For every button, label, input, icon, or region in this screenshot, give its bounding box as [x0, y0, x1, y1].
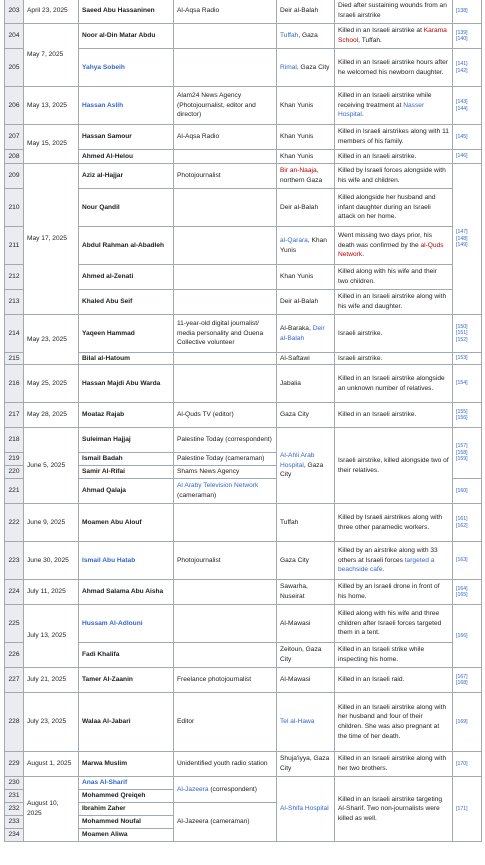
reference-link[interactable]: [150] [151] [152]	[453, 315, 482, 353]
affiliation-cell: 11-year-old digital journalist/ media personality and Ouena Collective volunteer	[174, 315, 277, 353]
reference-link[interactable]: [157] [158] [159]	[453, 428, 482, 479]
date-cell: May 17, 2025	[24, 164, 79, 315]
table-row	[5, 605, 482, 643]
reference-link[interactable]: [141] [142]	[453, 49, 482, 87]
table-row	[5, 693, 482, 752]
affiliation-cell	[174, 227, 277, 265]
row-number: 212	[5, 265, 24, 290]
affiliation-cell: Palestine Today (cameraman)	[174, 453, 277, 466]
affiliation-cell: Al-Jazeera (correspondent)	[174, 777, 277, 803]
location-cell: Gaza City	[277, 403, 335, 428]
name-cell: Tamer Al-Zaanin	[79, 668, 174, 693]
location-link[interactable]: al-Qarara	[280, 236, 308, 244]
reference-link[interactable]: [147] [148] [149]	[453, 164, 482, 315]
row-number: 233	[5, 816, 24, 829]
date-cell: May 28, 2025	[24, 403, 79, 428]
row-number: 226	[5, 643, 24, 668]
row-number: 205	[5, 49, 24, 87]
location-cell: Al-Mawasi	[277, 605, 335, 643]
affiliation-cell: Al-Quds TV (editor)	[174, 403, 277, 428]
table-row	[5, 164, 482, 189]
description-cell: Killed in an Israeli strike while inspecting his home.	[335, 643, 453, 668]
name-cell: Ahmed Al-Helou	[79, 150, 174, 164]
location-cell: Shuja'iyya, Gaza City	[277, 752, 335, 777]
description-cell: Killed alongside her husband and infant daughter during an Israeli attack on her home.	[335, 189, 453, 227]
reference-link[interactable]: [171]	[453, 777, 482, 842]
description-cell: Killed in an Israeli airstrike along with her husband and four of their children. She was also pregnant at the time of her death.	[335, 693, 453, 752]
affiliation-link[interactable]: Al Araby Television Network	[177, 482, 259, 490]
reference-link[interactable]: [143] [144]	[453, 87, 482, 125]
name-cell: Mohammed Qreiqeh	[79, 790, 174, 803]
reference-link[interactable]: [169]	[453, 693, 482, 752]
reference-link[interactable]: [170]	[453, 752, 482, 777]
description-cell: Israeli airstrike.	[335, 315, 453, 353]
reference-link[interactable]: [166]	[453, 605, 482, 668]
location-cell: Khan Yunis	[277, 125, 335, 150]
table-row	[5, 752, 482, 777]
location-link[interactable]: Bir an-Naaja	[280, 167, 317, 175]
row-number: 218	[5, 428, 24, 453]
affiliation-cell: Photojournalist	[174, 542, 277, 580]
description-link[interactable]: Nasser Hospital	[338, 101, 425, 119]
description-link[interactable]: targeted a beachside cafe	[338, 556, 435, 574]
affiliation-cell: Al-Aqsa Radio	[174, 125, 277, 150]
row-number: 214	[5, 315, 24, 353]
location-cell: Bir an-Naaja, northern Gaza	[277, 164, 335, 189]
row-number: 203	[5, 0, 24, 24]
location-cell: Tuffah, Gaza	[277, 24, 335, 49]
location-cell: Khan Yunis	[277, 265, 335, 290]
name-cell: Walaa Al-Jabari	[79, 693, 174, 752]
table-row	[5, 580, 482, 605]
date-cell: June 30, 2025	[24, 542, 79, 580]
table-row	[5, 403, 482, 428]
row-number: 223	[5, 542, 24, 580]
affiliation-cell: Alam24 News Agency (Photojournalist, editor and director)	[174, 87, 277, 125]
row-number: 210	[5, 189, 24, 227]
row-number: 220	[5, 466, 24, 479]
affiliation-cell: Palestine Today (correspondent)	[174, 428, 277, 453]
location-link[interactable]: Al-Shifa Hospital	[280, 805, 329, 813]
affiliation-cell	[174, 504, 277, 542]
date-cell: June 9, 2025	[24, 504, 79, 542]
description-cell: Killed by Israeli airstrikes along with three other paramedic workers.	[335, 504, 453, 542]
description-cell: Killed along with his wife and three children after Israeli forces targeted them in a tent.	[335, 605, 453, 643]
affiliation-cell: Photojournalist	[174, 164, 277, 189]
name-cell: Ismail Badah	[79, 453, 174, 466]
name-cell: Nour Qandil	[79, 189, 174, 227]
location-cell: Khan Yunis	[277, 150, 335, 164]
location-cell: Tuffah	[277, 504, 335, 542]
description-cell: Killed along with his wife and their two children.	[335, 265, 453, 290]
description-cell: Killed in an Israeli raid.	[335, 668, 453, 693]
reference-link[interactable]: [160]	[453, 479, 482, 504]
row-number: 209	[5, 164, 24, 189]
row-number: 211	[5, 227, 24, 265]
description-cell: Israeli airstrike, killed alongside two of their relatives.	[335, 428, 453, 504]
description-cell: Killed in an Israeli airstrike hours after he welcomed his newborn daughter.	[335, 49, 453, 87]
affiliation-cell	[174, 353, 277, 365]
row-number: 216	[5, 365, 24, 403]
name-cell: Ibrahim Zaher	[79, 803, 174, 816]
description-cell: Killed in an Israeli airstrike.	[335, 403, 453, 428]
date-cell: July 21, 2025	[24, 668, 79, 693]
name-cell: Moamen Aliwa	[79, 829, 174, 842]
reference-link[interactable]: [167] [168]	[453, 668, 482, 693]
location-cell	[277, 777, 335, 842]
name-cell: Moataz Rajab	[79, 403, 174, 428]
description-cell: Israeli airstrike.	[335, 353, 453, 365]
location-cell: al-Qarara, Khan Yunis	[277, 227, 335, 265]
name-cell: Ahmad Qalaja	[79, 479, 174, 504]
name-cell: Aziz al-Hajjar	[79, 164, 174, 189]
affiliation-cell: Shams News Agency	[174, 466, 277, 479]
description-cell: Killed by an airstrike along with 33 others at Israeli forces targeted a beachside cafe.	[335, 542, 453, 580]
affiliation-cell: Al-Jazeera (cameraman)	[174, 803, 277, 842]
name-cell: Mohammed Noufal	[79, 816, 174, 829]
row-number: 219	[5, 453, 24, 466]
date-cell: April 23, 2025	[24, 0, 79, 24]
affiliation-cell: Unidentified youth radio station	[174, 752, 277, 777]
location-cell: Al-Saftawi	[277, 353, 335, 365]
reference-link[interactable]: [155] [156]	[453, 403, 482, 428]
table-row	[5, 504, 482, 542]
row-number: 228	[5, 693, 24, 752]
date-cell: May 13, 2025	[24, 87, 79, 125]
row-number: 215	[5, 353, 24, 365]
location-cell: Gaza City	[277, 542, 335, 580]
row-number: 224	[5, 580, 24, 605]
date-cell: May 15, 2025	[24, 125, 79, 164]
table-row	[5, 668, 482, 693]
location-cell: Khan Yunis	[277, 87, 335, 125]
affiliation-cell	[174, 605, 277, 643]
row-number: 234	[5, 829, 24, 842]
reference-link[interactable]: [163]	[453, 542, 482, 580]
name-cell: Samir Al-Rifai	[79, 466, 174, 479]
row-number: 227	[5, 668, 24, 693]
location-cell: Deir al-Balah	[277, 0, 335, 24]
date-cell: May 7, 2025	[24, 24, 79, 87]
affiliation-cell	[174, 643, 277, 668]
row-number: 225	[5, 605, 24, 643]
table-row	[5, 125, 482, 150]
description-cell: Killed by Israeli forces alongside with his wife and children.	[335, 164, 453, 189]
location-cell: Al-Mawasi	[277, 668, 335, 693]
name-cell: Abdul Rahman al-Abadleh	[79, 227, 174, 265]
table-row	[5, 542, 482, 580]
name-cell: Khaled Abu Seif	[79, 290, 174, 315]
affiliation-link[interactable]: Al-Jazeera	[177, 785, 209, 793]
location-cell: Sawarha, Nuseirat	[277, 580, 335, 605]
date-cell: May 25, 2025	[24, 365, 79, 403]
location-link[interactable]: Tuffah	[280, 32, 299, 40]
table-row	[5, 365, 482, 403]
description-link[interactable]: Karama School	[338, 27, 447, 44]
description-link[interactable]: al-Quds Network	[338, 241, 444, 259]
date-cell: July 11, 2025	[24, 580, 79, 605]
location-cell: Deir al-Balah	[277, 290, 335, 315]
location-cell: Rimal, Gaza City	[277, 49, 335, 87]
affiliation-cell	[174, 580, 277, 605]
description-cell: Killed in an Israeli airstrike along with her two brothers.	[335, 752, 453, 777]
row-number: 207	[5, 125, 24, 150]
affiliation-cell	[174, 265, 277, 290]
row-number: 230	[5, 777, 24, 790]
reference-link[interactable]: [164] [165]	[453, 580, 482, 605]
reference-link[interactable]: [154]	[453, 365, 482, 403]
row-number: 204	[5, 24, 24, 49]
location-link[interactable]: Deir al-Balah	[280, 324, 325, 342]
name-cell: Fadi Khalifa	[79, 643, 174, 668]
affiliation-cell	[174, 290, 277, 315]
description-cell: Killed in an Israeli airstrike alongside an unknown number of relatives.	[335, 365, 453, 403]
name-link[interactable]: Yahya Sobeih	[79, 49, 174, 87]
description-cell: Killed in Israeli airstrikes along with 11 members of his family.	[335, 125, 453, 150]
description-cell: Killed in an Israeli airstrike while receiving treatment at Nasser Hospital.	[335, 87, 453, 125]
description-cell: Killed in an Israeli airstrike targeting Al-Sharif. Two non-journalists were killed as well.	[335, 777, 453, 842]
table-row	[5, 0, 482, 24]
reference-link[interactable]: [153]	[453, 353, 482, 365]
description-cell: Killed by an Israeli drone in front of his home.	[335, 580, 453, 605]
description-cell: Went missing two days prior, his death was confirmed by the al-Quds Network.	[335, 227, 453, 265]
reference-link[interactable]: [161] [162]	[453, 504, 482, 542]
name-cell: Ahmad Salama Abu Aisha	[79, 580, 174, 605]
row-number: 206	[5, 87, 24, 125]
row-number: 229	[5, 752, 24, 777]
date-cell: June 5, 2025	[24, 428, 79, 504]
name-link[interactable]: Anas Al-Sharif	[79, 777, 174, 790]
name-cell: Suleiman Hajjaj	[79, 428, 174, 453]
description-cell: Killed in an Israeli airstrike.	[335, 150, 453, 164]
name-cell: Bilal al-Hatoum	[79, 353, 174, 365]
location-link[interactable]: Al-Ahli Arab Hospital	[280, 452, 315, 469]
location-cell: Zeitoun, Gaza City	[277, 643, 335, 668]
location-cell: Deir al-Balah	[277, 189, 335, 227]
affiliation-cell: Al Araby Television Network (cameraman)	[174, 479, 277, 504]
location-cell: Al-Ahli Arab Hospital, Gaza City	[277, 428, 335, 504]
affiliation-cell: Freelance photojournalist	[174, 668, 277, 693]
name-link[interactable]: Hussam Al-Adlouni	[79, 605, 174, 643]
date-cell: May 23, 2025	[24, 315, 79, 365]
table-row	[5, 428, 482, 453]
name-cell: Saeed Abu Hassaninen	[79, 0, 174, 24]
location-cell: Al-Baraka, Deir al-Balah	[277, 315, 335, 353]
journalists-table	[4, 0, 482, 842]
description-cell: Killed in an Israeli airstrike along with his wife and daughter.	[335, 290, 453, 315]
reference-link[interactable]: [145]	[453, 125, 482, 150]
affiliation-cell	[174, 189, 277, 227]
row-number: 231	[5, 790, 24, 803]
description-cell: Died after sustaining wounds from an Israeli airstrike	[335, 0, 453, 24]
location-cell	[277, 693, 335, 752]
date-cell: August 10, 2025	[24, 777, 79, 842]
name-cell: Moamen Abu Alouf	[79, 504, 174, 542]
name-link[interactable]: Hassan Aslih	[79, 87, 174, 125]
reference-link[interactable]: [139] [140]	[453, 24, 482, 49]
name-cell: Hassan Majdi Abu Warda	[79, 365, 174, 403]
name-cell: Marwa Muslim	[79, 752, 174, 777]
name-cell: Noor al-Din Matar Abdu	[79, 24, 174, 49]
location-cell: Jabalia	[277, 365, 335, 403]
table-row	[5, 87, 482, 125]
affiliation-cell	[174, 24, 277, 49]
date-cell: August 1, 2025	[24, 752, 79, 777]
location-link[interactable]: Tel al-Hawa	[280, 718, 315, 726]
table-row	[5, 315, 482, 353]
row-number: 221	[5, 479, 24, 504]
row-number: 213	[5, 290, 24, 315]
affiliation-cell	[174, 49, 277, 87]
affiliation-cell	[174, 365, 277, 403]
affiliation-cell: Al-Aqsa Radio	[174, 0, 277, 24]
location-link[interactable]: Rimal	[280, 63, 297, 71]
table-row	[5, 777, 482, 790]
row-number: 208	[5, 150, 24, 164]
description-cell: Killed in an Israeli airstrike at Karama School, Tuffah.	[335, 24, 453, 49]
reference-link[interactable]: [146]	[453, 150, 482, 164]
reference-link[interactable]: [138]	[453, 0, 482, 24]
affiliation-cell: Editor	[174, 693, 277, 752]
date-cell: July 23, 2025	[24, 693, 79, 752]
name-cell: Yaqeen Hammad	[79, 315, 174, 353]
row-number: 222	[5, 504, 24, 542]
date-cell: July 13, 2025	[24, 605, 79, 668]
table-row	[5, 24, 482, 49]
name-cell: Hassan Samour	[79, 125, 174, 150]
row-number: 217	[5, 403, 24, 428]
affiliation-cell	[174, 150, 277, 164]
row-number: 232	[5, 803, 24, 816]
name-cell: Ahmed al-Zenati	[79, 265, 174, 290]
name-link[interactable]: Ismail Abu Hatab	[79, 542, 174, 580]
